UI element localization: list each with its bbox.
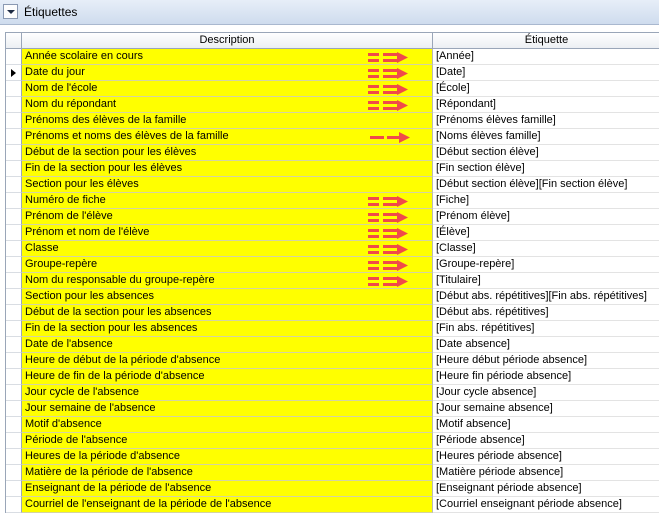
description-cell[interactable]: Matière de la période de l'absence: [22, 465, 433, 481]
description-cell[interactable]: Numéro de fiche: [22, 193, 433, 209]
label-cell[interactable]: [Période absence]: [433, 433, 659, 449]
table-row[interactable]: [6, 177, 659, 193]
table-row[interactable]: [6, 321, 659, 337]
label-cell[interactable]: [Fin section élève]: [433, 161, 659, 177]
description-cell[interactable]: Année scolaire en cours: [22, 49, 433, 65]
double-arrow-right-icon: [356, 260, 412, 271]
description-cell[interactable]: Heure de début de la période d'absence: [22, 353, 433, 369]
label-cell[interactable]: [Motif absence]: [433, 417, 659, 433]
label-cell[interactable]: [Prénom élève]: [433, 209, 659, 225]
label-cell[interactable]: [Groupe-repère]: [433, 257, 659, 273]
row-selector[interactable]: [6, 433, 22, 449]
table-row[interactable]: [6, 193, 659, 209]
double-arrow-right-icon: [356, 196, 412, 207]
row-selector[interactable]: [6, 481, 22, 497]
description-cell[interactable]: Nom du responsable du groupe-repère: [22, 273, 433, 289]
description-cell[interactable]: Date du jour: [22, 65, 433, 81]
table-row[interactable]: [6, 433, 659, 449]
table-row[interactable]: [6, 353, 659, 369]
table-row[interactable]: [6, 49, 659, 65]
row-selector[interactable]: [6, 113, 22, 129]
table-row[interactable]: [6, 417, 659, 433]
description-cell[interactable]: Courriel de l'enseignant de la période de l'absence: [22, 497, 433, 513]
description-cell[interactable]: Section pour les élèves: [22, 177, 433, 193]
table-row[interactable]: [6, 113, 659, 129]
label-cell[interactable]: [Fin abs. répétitives]: [433, 321, 659, 337]
double-arrow-right-icon: [356, 68, 412, 79]
table-row[interactable]: [6, 241, 659, 257]
row-selector-header: [6, 33, 22, 48]
row-selector[interactable]: [6, 417, 22, 433]
table-row[interactable]: [6, 97, 659, 113]
description-cell[interactable]: Début de la section pour les élèves: [22, 145, 433, 161]
label-cell[interactable]: [Élève]: [433, 225, 659, 241]
panel-title: Étiquettes: [24, 5, 78, 19]
description-cell[interactable]: Section pour les absences: [22, 289, 433, 305]
label-cell[interactable]: [Répondant]: [433, 97, 659, 113]
label-cell[interactable]: [Classe]: [433, 241, 659, 257]
description-cell[interactable]: Début de la section pour les absences: [22, 305, 433, 321]
row-selector[interactable]: [6, 321, 22, 337]
label-cell[interactable]: [Début abs. répétitives]: [433, 305, 659, 321]
table-row[interactable]: [6, 289, 659, 305]
row-selector[interactable]: [6, 65, 22, 81]
table-row[interactable]: [6, 129, 659, 145]
label-cell[interactable]: [Début section élève][Fin section élève]: [433, 177, 659, 193]
row-selector[interactable]: [6, 145, 22, 161]
collapse-chevron-icon[interactable]: [3, 4, 18, 19]
row-selector[interactable]: [6, 177, 22, 193]
labels-grid[interactable]: [5, 32, 659, 513]
column-header-description[interactable]: Description: [22, 33, 433, 48]
description-cell[interactable]: Classe: [22, 241, 433, 257]
row-selector[interactable]: [6, 193, 22, 209]
table-row[interactable]: [6, 65, 659, 81]
table-row[interactable]: [6, 337, 659, 353]
row-selector[interactable]: [6, 209, 22, 225]
double-arrow-right-icon: [356, 84, 412, 95]
double-arrow-right-icon: [356, 52, 412, 63]
label-cell[interactable]: [Date]: [433, 65, 659, 81]
row-selector[interactable]: [6, 241, 22, 257]
grid-header: [6, 33, 659, 49]
description-cell[interactable]: Jour semaine de l'absence: [22, 401, 433, 417]
label-cell[interactable]: [Jour semaine absence]: [433, 401, 659, 417]
description-cell[interactable]: Enseignant de la période de l'absence: [22, 481, 433, 497]
table-row[interactable]: [6, 481, 659, 497]
label-cell[interactable]: [Courriel enseignant période absence]: [433, 497, 659, 513]
arrow-right-icon: [356, 132, 412, 143]
description-cell[interactable]: Prénom de l'élève: [22, 209, 433, 225]
description-cell[interactable]: Période de l'absence: [22, 433, 433, 449]
description-cell[interactable]: Nom de l'école: [22, 81, 433, 97]
label-cell[interactable]: [Année]: [433, 49, 659, 65]
description-cell[interactable]: Date de l'absence: [22, 337, 433, 353]
double-arrow-right-icon: [356, 276, 412, 287]
row-selector[interactable]: [6, 353, 22, 369]
description-cell[interactable]: Prénom et nom de l'élève: [22, 225, 433, 241]
double-arrow-right-icon: [356, 228, 412, 239]
row-selector[interactable]: [6, 385, 22, 401]
row-selector[interactable]: [6, 161, 22, 177]
description-cell[interactable]: Motif d'absence: [22, 417, 433, 433]
label-cell[interactable]: [Jour cycle absence]: [433, 385, 659, 401]
label-cell[interactable]: [Matière période absence]: [433, 465, 659, 481]
label-cell[interactable]: [Date absence]: [433, 337, 659, 353]
row-selector[interactable]: [6, 497, 22, 513]
description-cell[interactable]: Nom du répondant: [22, 97, 433, 113]
double-arrow-right-icon: [356, 244, 412, 255]
table-row[interactable]: [6, 273, 659, 289]
description-cell[interactable]: Fin de la section pour les absences: [22, 321, 433, 337]
description-cell[interactable]: Prénoms et noms des élèves de la famille: [22, 129, 433, 145]
row-selector[interactable]: [6, 289, 22, 305]
column-header-label[interactable]: Étiquette: [524, 34, 569, 46]
description-cell[interactable]: Jour cycle de l'absence: [22, 385, 433, 401]
label-cell[interactable]: [Noms élèves famille]: [433, 129, 659, 145]
table-row[interactable]: [6, 209, 659, 225]
label-cell[interactable]: [Prénoms élèves famille]: [433, 113, 659, 129]
label-cell[interactable]: [Heure fin période absence]: [433, 369, 659, 385]
table-row[interactable]: [6, 145, 659, 161]
table-row[interactable]: [6, 305, 659, 321]
label-cell[interactable]: [Début abs. répétitives][Fin abs. répétitives]: [433, 289, 659, 305]
label-cell[interactable]: [Fiche]: [433, 193, 659, 209]
table-row[interactable]: [6, 385, 659, 401]
row-selector[interactable]: [6, 49, 22, 65]
row-selector[interactable]: [6, 257, 22, 273]
table-row[interactable]: [6, 161, 659, 177]
table-row[interactable]: [6, 81, 659, 97]
double-arrow-right-icon: [356, 100, 412, 111]
description-cell[interactable]: Fin de la section pour les élèves: [22, 161, 433, 177]
row-selector[interactable]: [6, 401, 22, 417]
label-cell[interactable]: [Enseignant période absence]: [433, 481, 659, 497]
row-selector[interactable]: [6, 225, 22, 241]
current-row-pointer-icon: [11, 69, 16, 77]
label-cell[interactable]: [Heures période absence]: [433, 449, 659, 465]
description-cell[interactable]: Heures de la période d'absence: [22, 449, 433, 465]
description-cell[interactable]: Heure de fin de la période d'absence: [22, 369, 433, 385]
row-selector[interactable]: [6, 305, 22, 321]
row-selector[interactable]: [6, 81, 22, 97]
row-selector[interactable]: [6, 337, 22, 353]
label-cell[interactable]: [École]: [433, 81, 659, 97]
row-selector[interactable]: [6, 273, 22, 289]
double-arrow-right-icon: [356, 212, 412, 223]
row-selector[interactable]: [6, 449, 22, 465]
panel-header: [0, 0, 659, 25]
row-selector[interactable]: [6, 369, 22, 385]
table-row[interactable]: [6, 369, 659, 385]
table-row[interactable]: [6, 465, 659, 481]
table-row[interactable]: [6, 225, 659, 241]
table-row[interactable]: [6, 401, 659, 417]
description-cell[interactable]: Prénoms des élèves de la famille: [22, 113, 433, 129]
row-selector[interactable]: [6, 97, 22, 113]
label-cell[interactable]: [Heure début période absence]: [433, 353, 659, 369]
table-row[interactable]: [6, 497, 659, 513]
table-row[interactable]: [6, 257, 659, 273]
table-row[interactable]: [6, 449, 659, 465]
label-cell[interactable]: [Titulaire]: [433, 273, 659, 289]
description-cell[interactable]: Groupe-repère: [22, 257, 433, 273]
row-selector[interactable]: [6, 465, 22, 481]
label-cell[interactable]: [Début section élève]: [433, 145, 659, 161]
row-selector[interactable]: [6, 129, 22, 145]
